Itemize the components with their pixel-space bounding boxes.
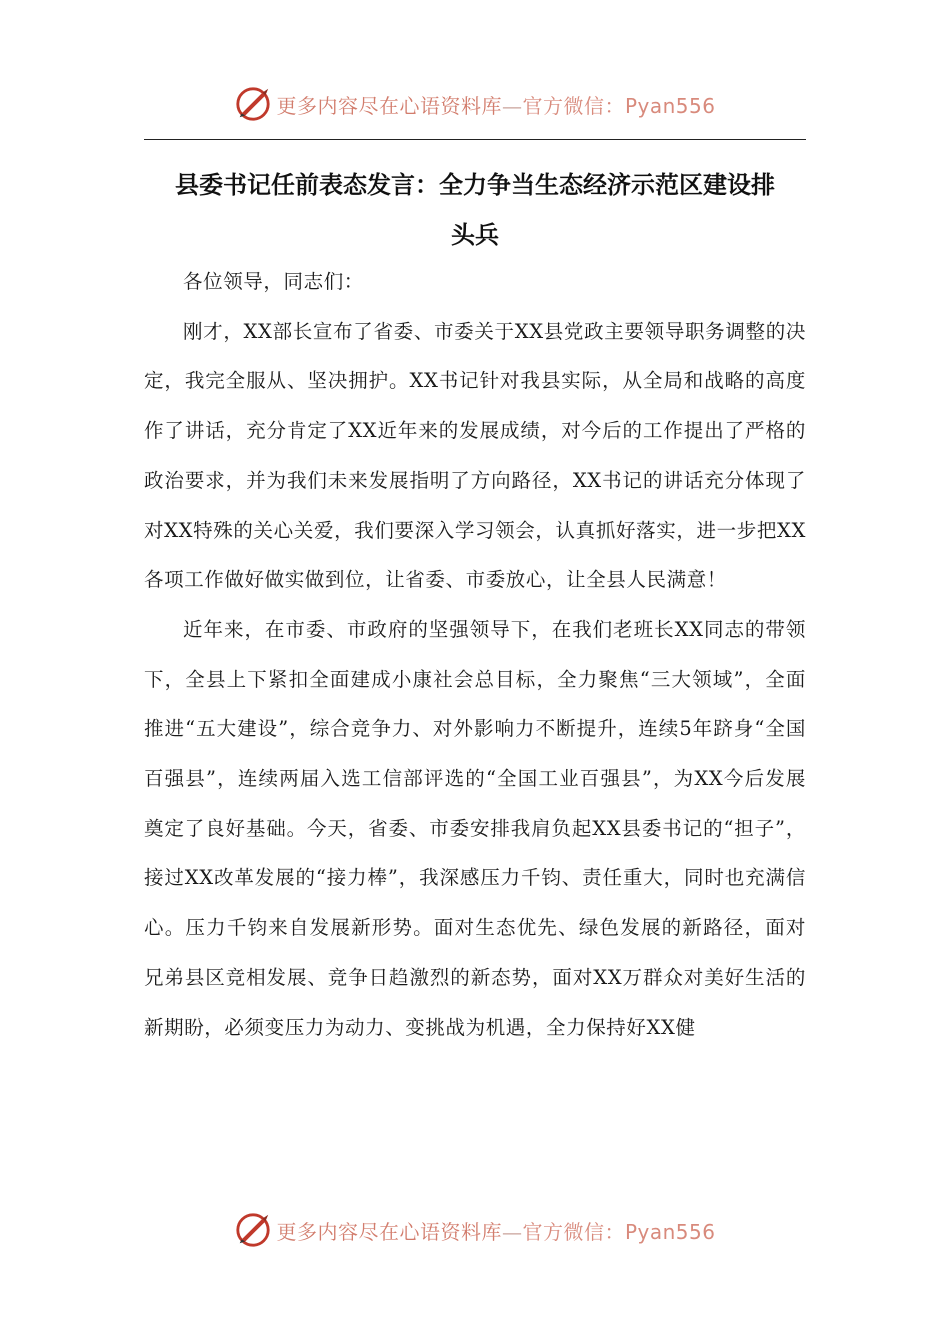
- paragraph-2: 近年来，在市委、市政府的坚强领导下，在我们老班长XX同志的带领下，全县上下紧扣全面建成小康社会总目标，全力聚焦“三大领域”，全面推进“五大建设”，综合竞争力、对外影响力不断提升，连续5年跻身“全国百强县”，连续两届入选工信部评选的“全国工业百强县”，为XX今后发展奠定了良好基础。今天，省委、市委安排我肩负起XX县委书记的“担子”，接过XX改革发展的“接力棒”，我深感压力千钧、责任重大，同时也充满信心。压力千钧来自发展新形势。面对生态优先、绿色发展的新路径，面对兄弟县区竞相发展、竞争日趋激烈的新态势，面对XX万群众对美好生活的新期盼，必须变压力为动力、变挑战为机遇，全力保持好XX健: [144, 617, 806, 1039]
- paragraph-1: 刚才，XX部长宣布了省委、市委关于XX县党政主要领导职务调整的决定，我完全服从、坚决拥护。XX书记针对我县实际，从全局和战略的高度作了讲话，充分肯定了XX近年来的发展成绩，对今后的工作提出了严格的政治要求，并为我们未来发展指明了方向路径，XX书记的讲话充分体现了对XX特殊的关心关爱，我们要深入学习领会，认真抓好落实，进一步把XX各项工作做好做实做到位，让省委、市委放心，让全县人民满意！: [144, 319, 806, 592]
- footer-banner: [0, 1208, 950, 1252]
- greeting: 各位领导，同志们：: [183, 270, 364, 293]
- document-title: [144, 160, 806, 260]
- header-divider: [144, 139, 806, 140]
- document-body: [144, 257, 806, 1052]
- header-banner: [0, 82, 950, 126]
- banner-text: 更多内容尽在心语资料库—官方微信：Pyan556: [276, 1219, 716, 1244]
- quill-logo-icon: [234, 85, 272, 123]
- title-line-1: 县委书记任前表态发言：全力争当生态经济示范区建设排: [175, 171, 775, 199]
- banner-text: 更多内容尽在心语资料库—官方微信：Pyan556: [276, 93, 716, 118]
- quill-logo-icon: [234, 1211, 272, 1249]
- title-line-2: 头兵: [451, 221, 499, 249]
